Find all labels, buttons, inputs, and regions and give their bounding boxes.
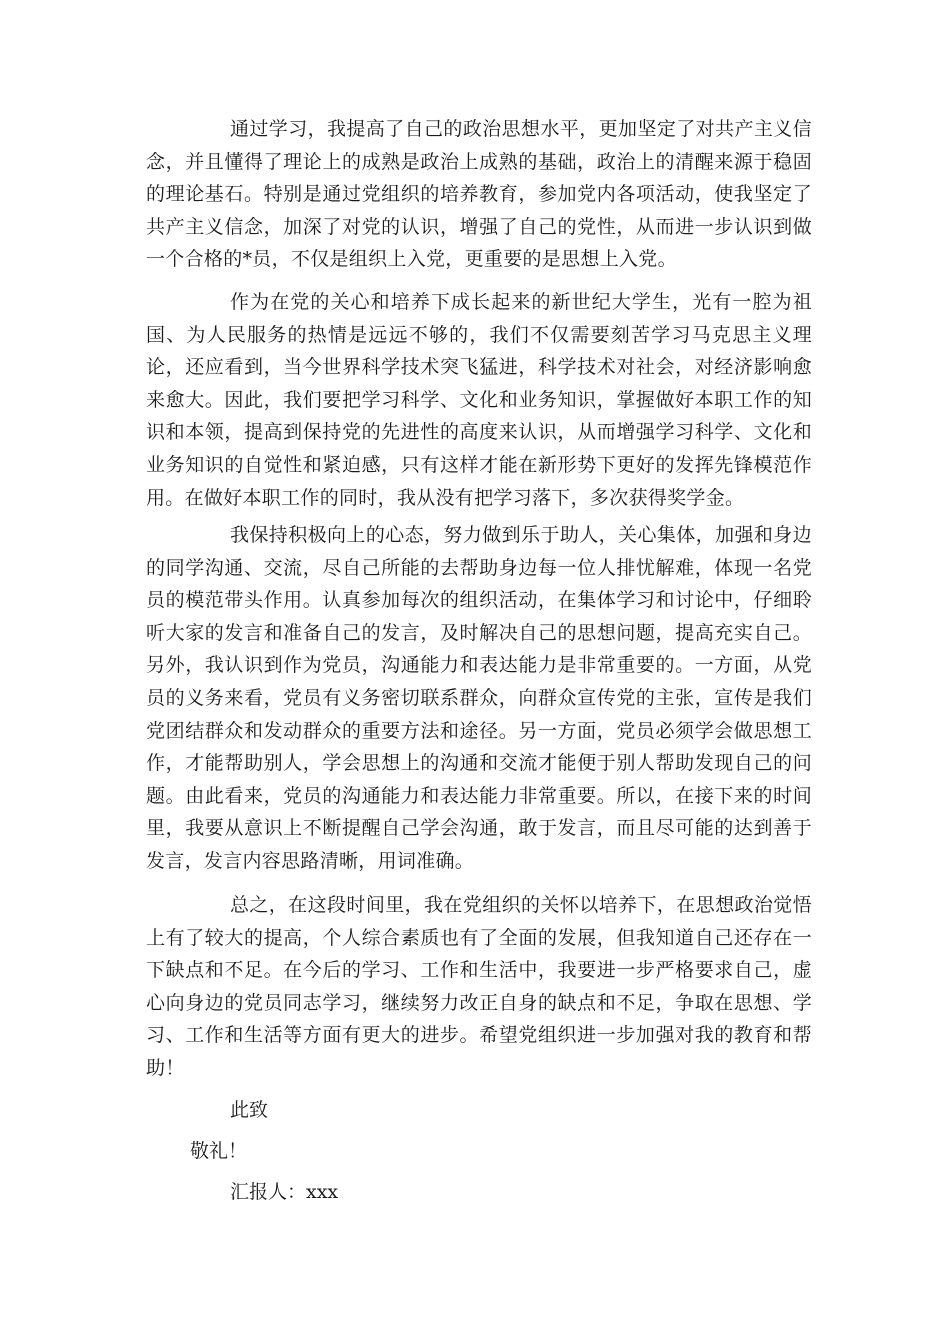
closing-respect: 敬礼！ [190, 1140, 248, 1162]
body-paragraph-3: 我保持积极向上的心态，努力做到乐于助人，关心集体，加强和身边的同学沟通、交流，尽自己所能的去帮助身边每一位人排忧解难，体现一名党员的模范带头作用。认真参加每次的组织活动，在集体学习和讨论中，仔细聆听大家的发言和准备自己的发言，及时解决自己的思想问题，提高充实自己。另外，我认识到作为党员，沟通能力和表达能力是非常重要的。一方面，从党员的义务来看，党员有义务密切联系群众，向群众宣传党的主张，宣传是我们党团结群众和发动群众的重要方法和途径。另一方面，党员必须学会做思想工作，才能帮助别人，学会思想上的沟通和交流才能便于别人帮助发现自己的问题。由此看来，党员的沟通能力和表达能力非常重要。所以，在接下来的时间里，我要从意识上不断提醒自己学会沟通，敢于发言，而且尽可能的达到善于发言，发言内容思路清晰，用词准确。 [146, 524, 812, 872]
body-paragraph-2: 作为在党的关心和培养下成长起来的新世纪大学生，光有一腔为祖国、为人民服务的热情是远远不够的，我们不仅需要刻苦学习马克思主义理论，还应看到，当今世界科学技术突飞猛进，科学技术对社会，对经济影响愈来愈大。因此，我们要把学习科学、文化和业务知识，掌握做好本职工作的知识和本领，提高到保持党的先进性的高度来认识，从而增强学习科学、文化和业务知识的自觉性和紧迫感，只有这样才能在新形势下更好的发挥先锋模范作用。在做好本职工作的同时，我从没有把学习落下，多次获得奖学金。 [146, 291, 812, 509]
body-paragraph-4: 总之，在这段时间里，我在党组织的关怀以培养下，在思想政治觉悟上有了较大的提高，个人综合素质也有了全面的发展，但我知道自己还存在一下缺点和不足。在今后的学习、工作和生活中，我要进一步严格要求自己，虚心向身边的党员同志学习，继续努力改正自身的缺点和不足，争取在思想、学习、工作和生活等方面有更大的进步。希望党组织进一步加强对我的教育和帮助！ [146, 894, 812, 1079]
closing-salutation: 此致 [230, 1099, 269, 1121]
reporter-signature: 汇报人：xxx [230, 1181, 339, 1203]
body-paragraph-1: 通过学习，我提高了自己的政治思想水平，更加坚定了对共产主义信念，并且懂得了理论上的成熟是政治上成熟的基础，政治上的清醒来源于稳固的理论基石。特别是通过党组织的培养教育，参加党内各项活动，使我坚定了共产主义信念，加深了对党的认识，增强了自己的党性，从而进一步认识到做一个合格的*员，不仅是组织上入党，更重要的是思想上入党。 [146, 118, 812, 271]
